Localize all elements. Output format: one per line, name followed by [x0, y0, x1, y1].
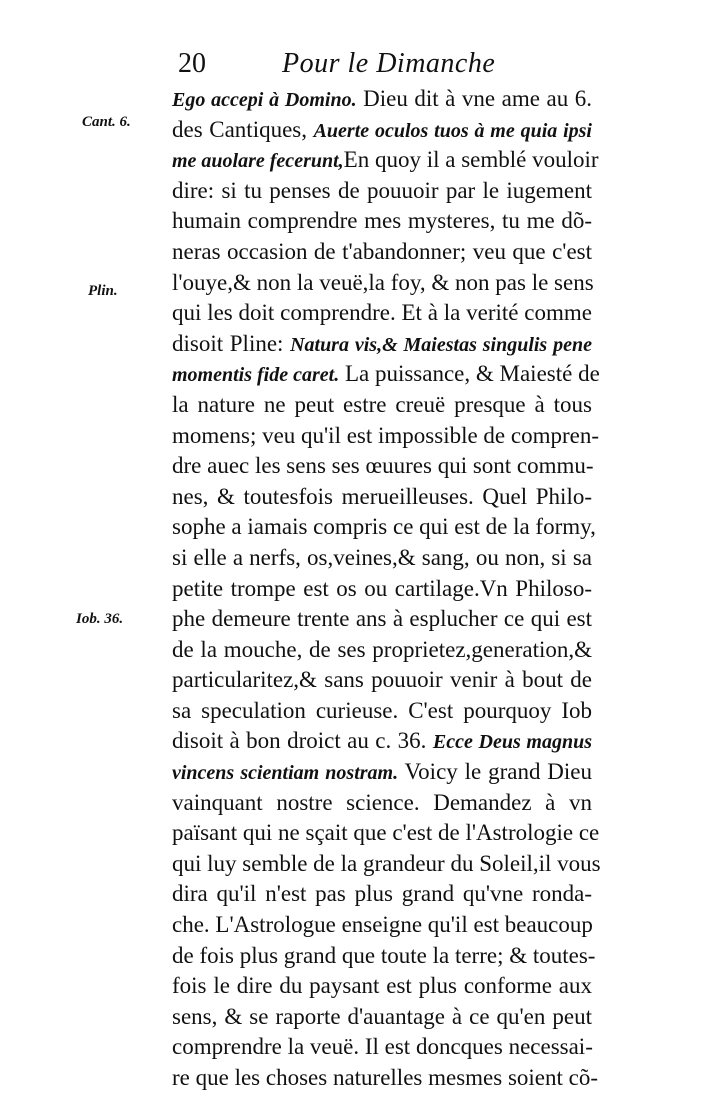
text-line [172, 451, 592, 482]
line-text: la nature ne peut estre creuë presque à tous [172, 391, 592, 417]
line-text: dira qu'il n'est pas plus grand qu'vne ronda- [172, 881, 592, 907]
text-line [172, 145, 599, 176]
line-text: humain comprendre mes mysteres, tu me dõ- [172, 208, 592, 234]
text-line [172, 1002, 592, 1033]
text-line [172, 543, 592, 574]
running-title: Pour le Dimanche [282, 48, 496, 79]
text-line [172, 941, 596, 972]
text-line [172, 298, 592, 329]
line-text: païsant qui ne sçait que c'est de l'Astrologie ce [172, 820, 600, 846]
page-header [178, 48, 498, 84]
latin-quote: Natura vis,& Maiestas singulis pene [290, 333, 592, 356]
page-number: 20 [178, 48, 206, 79]
latin-quote: Ecce Deus magnus [432, 731, 592, 754]
latin-quote: momentis fide caret. [172, 364, 340, 387]
line-text: neras occasion de t'abandonner; veu que c'est [172, 238, 592, 264]
line-text: fois le dire du paysant est plus conforme aux [172, 973, 592, 999]
text-line [172, 757, 592, 788]
text-line [172, 788, 592, 819]
line-text: Dieu dit à vne ame au 6. [356, 86, 593, 111]
line-text: de fois plus grand que toute la terre; & toutes- [172, 942, 596, 968]
line-text: sens, & se raporte d'auantage à ce qu'en peut [172, 1003, 592, 1029]
line-text: disoit Pline: [172, 330, 291, 356]
line-text: disoit à bon droict au c. 36. [172, 728, 433, 754]
text-line [172, 390, 592, 421]
line-text: phe demeure trente ans à esplucher ce qui est [172, 606, 592, 632]
text-line [172, 1032, 592, 1063]
margin-note-cant: Cant. 6. [82, 114, 131, 130]
text-line [172, 359, 600, 390]
line-text: sophe a iamais compris ce qui est de la formy, [172, 514, 596, 540]
text-line [172, 512, 596, 543]
text-line [172, 696, 592, 727]
line-text: sa speculation curieuse. C'est pourquoy Iob [172, 697, 592, 723]
latin-quote: me auolare fecerunt, [172, 150, 344, 173]
line-text: de la mouche, de ses proprietez,generation,& [172, 636, 592, 662]
line-text: dre auec les sens ses œuures qui sont commu- [172, 453, 594, 479]
margin-note-iob: Iob. 36. [76, 611, 124, 627]
text-line [172, 726, 592, 757]
line-text: momens; veu qu'il est impossible de compren- [172, 422, 600, 448]
line-text: vainquant nostre science. Demandez à vn [172, 789, 592, 815]
text-line [172, 329, 592, 360]
text-line [172, 206, 592, 237]
text-line [172, 604, 592, 635]
text-line [172, 818, 600, 849]
margin-note-plin: Plin. [88, 283, 118, 299]
line-text: En quoy il a semblé vouloir [343, 147, 599, 173]
text-line [172, 482, 592, 513]
line-text: l'ouye,& non la veuë,la foy, & non pas le sens [172, 269, 594, 295]
line-text: des Cantiques, [172, 116, 314, 142]
line-text: La puissance, & Maiesté de [339, 361, 600, 387]
latin-quote: Ego accepi à Domino. [172, 89, 357, 111]
text-line [172, 849, 601, 880]
line-text: che. L'Astrologue enseigne qu'il est beaucoup [172, 912, 593, 938]
text-line [172, 574, 592, 605]
text-line [172, 176, 592, 207]
line-text: petite trompe est os ou cartilage.Vn Philoso- [172, 575, 592, 601]
text-line [172, 665, 592, 696]
line-text: nes, & toutesfois merueilleuses. Quel Philo- [172, 483, 592, 509]
line-text: comprendre la veuë. Il est doncques necessai- [172, 1034, 593, 1060]
text-line [172, 84, 592, 115]
line-text: particularitez,& sans pouuoir venir à bout de [172, 667, 592, 693]
text-line [172, 910, 592, 941]
line-text: qui les doit comprendre. Et à la verité comme [172, 300, 592, 326]
text-line [172, 635, 592, 666]
line-text: re que les choses naturelles mesmes soient cõ- [172, 1065, 599, 1090]
text-line [172, 971, 592, 1002]
line-text: dire: si tu penses de pouuoir par le iugement [172, 177, 592, 203]
line-text: si elle a nerfs, os,veines,& sang, ou non, si sa [172, 544, 592, 570]
text-line [172, 237, 592, 268]
body-text [172, 84, 601, 1094]
text-line [172, 1063, 599, 1094]
line-text: Voicy le grand Dieu [398, 759, 592, 785]
latin-quote: vincens scientiam nostram. [172, 762, 399, 785]
text-line [172, 421, 600, 452]
latin-quote: Auerte oculos tuos à me quia ipsi [313, 119, 592, 142]
text-line [172, 879, 592, 910]
line-text: qui luy semble de la grandeur du Soleil,il vous [172, 850, 601, 876]
text-line [172, 115, 592, 146]
text-line [172, 268, 592, 299]
